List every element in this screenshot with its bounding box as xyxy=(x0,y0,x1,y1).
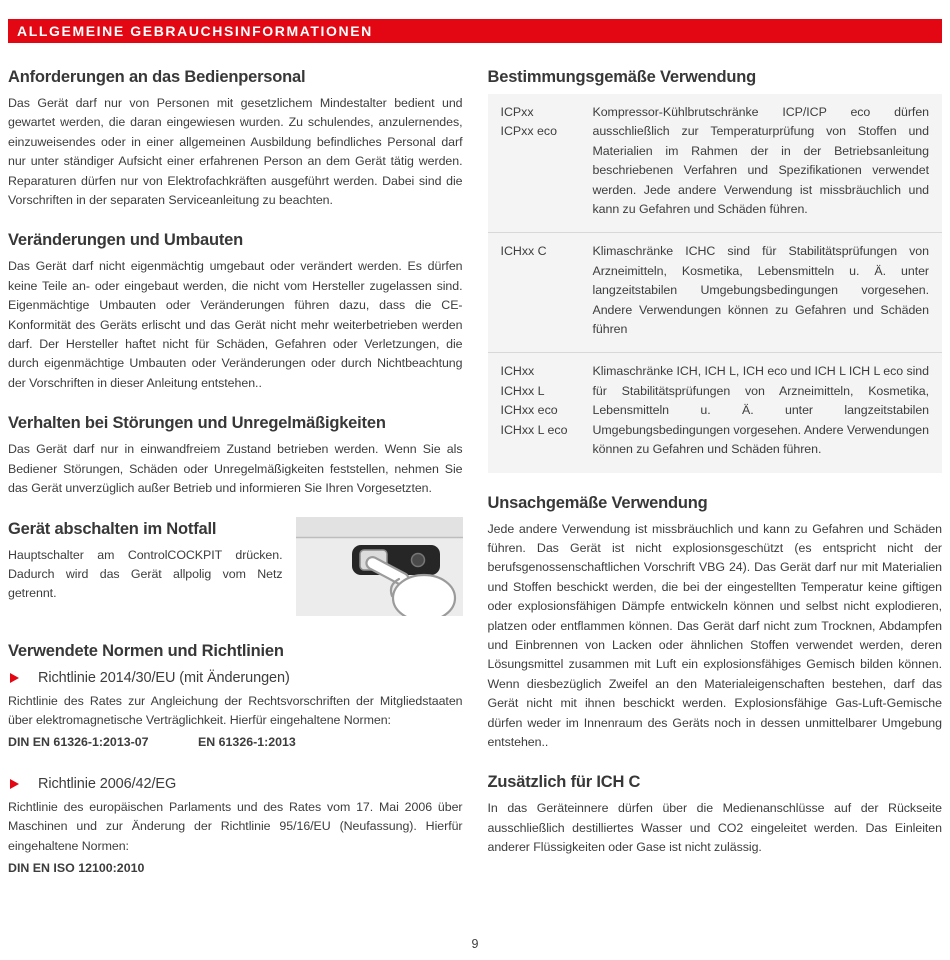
section-intended-use xyxy=(488,67,943,473)
heading-intended-use: Bestimmungsgemäße Verwendung xyxy=(487,68,757,86)
heading-emergency-off: Gerät abschalten im Notfall xyxy=(8,519,217,538)
model-label: ICHxx C xyxy=(500,244,547,259)
norm-text: DIN EN 61326-1:2013-07 xyxy=(8,735,149,750)
page-footer xyxy=(0,935,950,953)
paragraph-improper-use: Jede andere Verwendung ist missbräuchlich und kann zu Gefahren und Schäden führen. Das Gerät ist nicht explosionsgeschützt (es entspricht nicht der berufsgenossenschaftlichen Vorschrift VBG 24). Das Gerät darf nur mit Materialien und Stoffen beschickt werden, die bei der eingestellten Temperatur keine giftigen oder explosionsfähigen Dämpfe entwickeln können und selbst nicht explodieren, platzen oder entflammen können. Das Gerät darf nicht zum Trocknen, Abdampfen und Einbrennen von Lacken oder ähnlichen Stoffen verwendet werden, deren Lösungsmittel zusammen mit Luft ein explosionsfähiges Gemisch bilden können. Wenn diesbezüglich Zweifel an den Materialeigenschaften bestehen, darf das Gerät nicht mit ihnen beschickt werden. Explosionsfähige Gas-Luft-Gemische dürfen weder im Innenraum des Geräts noch in dessen unmittelbarer Umgebung entstehen.. xyxy=(487,521,942,749)
model-label: ICHxx L xyxy=(500,383,545,398)
norms-machinery xyxy=(8,859,463,878)
paragraph-ich-c-addition: In das Geräteinnere dürfen über die Medienanschlüsse auf der Rückseite ausschließlich destilliertes Wasser und CO2 eingeleitet werden. Das Einleiten anderer Flüssigkeiten oder Gase ist nicht zulässig. xyxy=(487,801,942,855)
norm-text: EN 61326-1:2013 xyxy=(198,735,296,750)
banner-title: ALLGEMEINE GEBRAUCHSINFORMATIONEN xyxy=(17,23,373,39)
directive-emc-label: Richtlinie 2014/30/EU (mit Änderungen) xyxy=(38,669,290,686)
table-row-ich-c xyxy=(488,233,943,353)
paragraph-modifications: Das Gerät darf nicht eigenmächtig umgebaut oder verändert werden. Es dürfen keine Teile an- oder eingebaut werden, die nicht vom Hersteller zugelassen sind. Eigenmächtige Umbauten oder Veränderungen führen dazu, dass die CE-Konformität des Geräts erlischt und das Gerät nicht mehr weiterbetrieben werden darf. Der Hersteller haftet nicht für Schäden, Gefahren oder Verletzungen, die durch eigenmächtige Umbauten oder Veränderungen oder durch Nichtbeachtung der Vorschriften in dieser Anleitung entstehen.. xyxy=(8,259,463,390)
model-label: ICPxx xyxy=(500,105,534,119)
directive-machinery xyxy=(8,776,463,879)
two-column-layout xyxy=(8,67,942,878)
directive-emc xyxy=(8,670,463,753)
section-standards xyxy=(8,641,463,879)
usage-description: Kompressor-Kühlbrutschränke ICP/ICP eco dürfen ausschließlich zur Temperaturprüfung von Stoffen und Materialien im Rahmen der in der Betriebsanleitung beschriebenen Verfahren und Spezifikationen verwendet werden. Jede andere Verwendung ist missbräuchlich und kann zu Gefahren und Schäden führen. xyxy=(592,105,929,217)
section-personnel xyxy=(8,67,463,210)
section-modifications xyxy=(8,230,463,393)
section-malfunctions xyxy=(8,413,463,498)
model-list xyxy=(501,242,593,339)
heading-personnel: Anforderungen an das Bedienpersonal xyxy=(8,68,306,86)
table-row-ich xyxy=(488,353,943,472)
right-column xyxy=(488,67,943,878)
norm-text: DIN EN ISO 12100:2010 xyxy=(8,860,145,875)
usage-description: Klimaschränke ICH, ICH L, ICH eco und ICH L ICH L eco sind für Stabilitätsprüfungen von Arzneimitteln, Kosmetika, Lebensmitteln u. Ä. unter langzeitstabilen Umgebungsbedingungen vorgesehen. Andere Verwendungen können zu Gefahren und Schäden führen. xyxy=(592,364,929,457)
model-list xyxy=(501,362,593,459)
paragraph-directive-emc: Richtlinie des Rates zur Angleichung der Rechtsvorschriften der Mitgliedstaaten über elektromagnetische Verträglichkeit. Hierfür eingehaltene Normen: xyxy=(8,693,463,727)
usage-description: Klimaschränke ICHC sind für Stabilitätsprüfungen von Arzneimitteln, Kosmetika, Lebensmitteln u. Ä. unter langzeitstabilen Umgebungsbedingungen vorgesehen. Andere Verwendungen können zu Gefahren und Schäden führen xyxy=(592,244,929,337)
directive-machinery-label: Richtlinie 2006/42/EG xyxy=(38,775,177,792)
bullet-triangle-icon xyxy=(10,779,19,789)
heading-ich-c-addition: Zusätzlich für ICH C xyxy=(487,773,641,792)
model-label: ICPxx eco xyxy=(500,124,557,139)
directive-machinery-row xyxy=(10,776,463,792)
left-column xyxy=(8,67,463,878)
heading-improper-use: Unsachgemäße Verwendung xyxy=(487,493,708,512)
section-improper-use xyxy=(488,493,943,753)
model-label: ICHxx eco xyxy=(500,403,558,418)
paragraph-directive-machinery: Richtlinie des europäischen Parlaments und des Rates vom 17. Mai 2006 über Maschinen und zur Änderung der Richtlinie 95/16/EU (Neufassung). Hierfür eingehaltene Normen: xyxy=(8,799,463,853)
section-ich-c-addition xyxy=(488,772,943,857)
paragraph-emergency-off: Hauptschalter am ControlCOCKPIT drücken. Dadurch wird das Gerät allpolig vom Netz getrennt. xyxy=(8,547,283,601)
emergency-off-illustration xyxy=(296,517,463,616)
model-list xyxy=(501,103,593,219)
section-banner xyxy=(8,19,942,43)
model-label: ICHxx xyxy=(500,364,535,379)
heading-malfunctions: Verhalten bei Störungen und Unregelmäßigkeiten xyxy=(8,414,386,433)
paragraph-malfunctions: Das Gerät darf nur in einwandfreiem Zustand betrieben werden. Wenn Sie als Bediener Störungen, Schäden oder Unregelmäßigkeiten feststellen, nehmen Sie das Gerät unverzüglich außer Betrieb und informieren Sie Ihren Vorgesetzten. xyxy=(8,442,463,496)
norms-emc xyxy=(8,733,463,752)
table-row-icp xyxy=(488,94,943,233)
bullet-triangle-icon xyxy=(10,673,19,683)
model-label: ICHxx L eco xyxy=(500,422,568,437)
intended-use-table xyxy=(488,94,943,473)
section-emergency-off xyxy=(8,519,463,621)
spacer xyxy=(8,753,463,767)
heading-standards: Verwendete Normen und Richtlinien xyxy=(8,641,284,660)
paragraph-personnel: Das Gerät darf nur von Personen mit gesetzlichem Mindestalter bedient und gewartet werden, die daran eingewiesen wurden. Zu schulendes, anzulernendes, einzuweisendes oder in einer allgemeinen Ausbildung befindliches Personal darf nur unter ständiger Aufsicht einer erfahrenen Person an dem Gerät tätig werden. Reparaturen dürfen nur von Elektrofachkräften ausgeführt werden. Dabei sind die Vorschriften in der separaten Serviceanleitung zu beachten. xyxy=(8,96,463,208)
page-number: 9 xyxy=(471,937,479,951)
heading-modifications: Veränderungen und Umbauten xyxy=(8,231,243,250)
directive-emc-row xyxy=(10,670,463,686)
